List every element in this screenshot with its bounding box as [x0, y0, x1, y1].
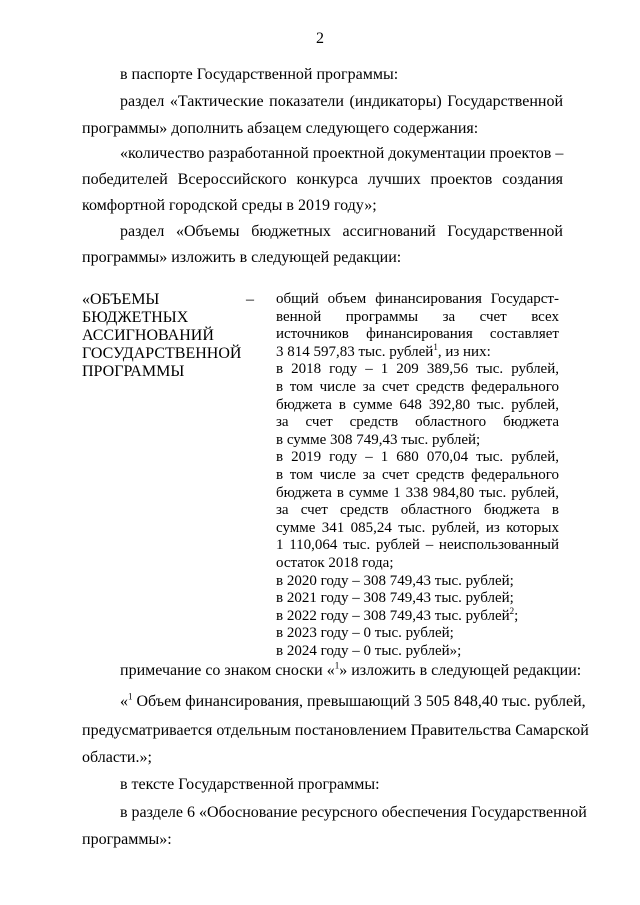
budget-line: в 2024 году – 0 тыс. рублей»;	[276, 642, 462, 659]
budget-line: в 2019 году – 1 680 070,04 тыс. рублей,	[276, 449, 559, 466]
footnote-mark: 2	[509, 605, 515, 616]
section6-line1: в разделе 6 «Обоснование ресурсного обеспечения Государственной	[120, 804, 587, 821]
section1-line1: раздел «Тактические показатели (индикаторы) Государственной	[120, 93, 563, 110]
budget-line: общий объем финансирования Государст-	[276, 291, 559, 307]
passport-intro: в паспорте Государственной программы:	[120, 66, 399, 83]
quote-line3: комфортной городской среды в 2019 году»;	[82, 197, 377, 214]
budget-line: в сумме 308 749,43 тыс. рублей;	[276, 431, 481, 448]
footnote-mark: 1	[128, 691, 133, 702]
heading-line: ПРОГРАММЫ	[82, 363, 185, 380]
footnote-intro: примечание со знаком сноски «$^1$» изложить в следующей редакции:	[120, 660, 582, 679]
heading-line: АССИГНОВАНИЙ	[82, 327, 214, 344]
budget-block-heading	[82, 291, 247, 381]
budget-line: в том числе за счет средств федерального	[276, 378, 559, 395]
text-intro: в тексте Государственной программы:	[120, 776, 380, 793]
budget-line: бюджета в сумме 1 338 984,80 тыс. рублей,	[276, 484, 559, 501]
footnote-quote-line1: «$^1$ Объем финансирования, превышающий 3 505 848,40 тыс. рублей,	[120, 691, 586, 710]
section6-line2: программы»:	[82, 831, 172, 848]
footnote-quote-line3: области.»;	[82, 749, 152, 766]
footnote-quote-line2: предусматривается отдельным постановлением Правительства Самарской	[82, 722, 589, 739]
heading-line: ГОСУДАРСТВЕННОЙ	[82, 345, 242, 362]
block-dash: –	[246, 291, 254, 308]
budget-line: в 2022 году – 308 749,43 тыс. рублей$^2$;	[276, 605, 519, 624]
budget-line: за счет средств областного бюджета в	[276, 502, 559, 519]
budget-line: за счет средств областного бюджета	[276, 414, 559, 431]
section2-line2: программы» изложить в следующей редакции:	[82, 249, 402, 266]
budget-line: в 2023 году – 0 тыс. рублей;	[276, 625, 454, 642]
budget-line: источников финансирования составляет	[276, 326, 559, 343]
budget-line: бюджета в сумме 648 392,80 тыс. рублей,	[276, 396, 559, 413]
quote-line2: победителей Всероссийского конкурса лучших проектов создания	[82, 171, 563, 188]
section2-line1: раздел «Объемы бюджетных ассигнований Государственной	[120, 223, 563, 240]
budget-line: в том числе за счет средств федерального	[276, 466, 559, 483]
section1-line2: программы» дополнить абзацем следующего содержания:	[82, 120, 479, 137]
budget-line: в 2020 году – 308 749,43 тыс. рублей;	[276, 572, 514, 589]
budget-line: в 2021 году – 308 749,43 тыс. рублей;	[276, 590, 514, 607]
page-number: 2	[316, 30, 324, 47]
budget-line: остаток 2018 года;	[276, 554, 394, 571]
footnote-mark: 1	[433, 341, 438, 352]
budget-line: в 2018 году – 1 209 389,56 тыс. рублей,	[276, 361, 559, 378]
heading-line: БЮДЖЕТНЫХ	[82, 309, 189, 326]
budget-line: 3 814 597,83 тыс. рублей$^1$, из них:	[276, 341, 491, 360]
quote-line1: «количество разработанной проектной документации проектов –	[120, 145, 564, 162]
heading-line: «ОБЪЕМЫ	[82, 291, 160, 308]
budget-line: венной программы за счет всех	[276, 308, 559, 325]
footnote-mark: 1	[334, 660, 340, 671]
budget-line: сумме 341 085,24 тыс. рублей, из которых	[276, 519, 559, 536]
budget-block-text	[276, 291, 559, 660]
budget-line: 1 110,064 тыс. рублей – неиспользованный	[276, 537, 559, 554]
